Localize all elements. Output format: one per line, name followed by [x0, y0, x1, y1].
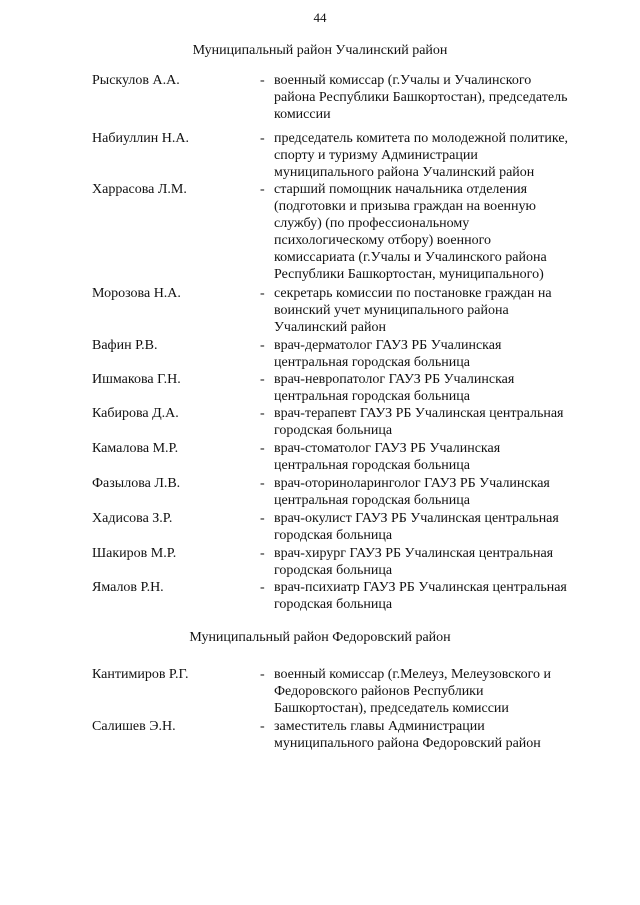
member-name: Кабирова Д.А. [92, 406, 179, 421]
position-text-line: старший помощник начальника отделения [274, 182, 528, 197]
position-text-line: центральная городская больница [274, 389, 470, 404]
member-position [274, 475, 594, 509]
member-name: Харрасова Л.М. [92, 182, 187, 197]
position-text-line: Учалинский район [274, 320, 386, 335]
member-position [274, 545, 594, 579]
member-name: Набиуллин Н.А. [92, 131, 190, 146]
member-position [274, 718, 594, 752]
position-text-line: военный комиссар (г.Учалы и Учалинского [274, 73, 532, 88]
member-position [274, 666, 594, 717]
member-position [274, 337, 594, 371]
member-name: Ямалов Р.Н. [92, 580, 164, 595]
position-text-line: муниципального района Учалинский район [274, 165, 535, 180]
section-title: Муниципальный район Федоровский район [189, 630, 451, 645]
position-text-line: Башкортостан), председатель комиссии [274, 701, 509, 716]
section-title: Муниципальный район Учалинский район [192, 43, 448, 58]
entry-dash: - [260, 73, 265, 88]
entry-dash: - [260, 441, 265, 456]
member-position [274, 405, 594, 439]
entry-dash: - [260, 338, 265, 353]
entry-dash: - [260, 511, 265, 526]
position-text-line: спорту и туризму Администрации [274, 148, 478, 163]
position-text-line: муниципального района Федоровский район [274, 736, 541, 751]
position-text-line: воинский учет муниципального района [274, 303, 509, 318]
entry-dash: - [260, 182, 265, 197]
position-text-line: комиссариата (г.Учалы и Учалинского района [274, 250, 547, 265]
member-position [274, 371, 594, 405]
member-name: Камалова М.Р. [92, 441, 179, 456]
member-position [274, 181, 594, 283]
position-text-line: военный комиссар (г.Мелеуз, Мелеузовского и [274, 667, 551, 682]
member-name: Рыскулов А.А. [92, 73, 180, 88]
position-text-line: центральная городская больница [274, 355, 470, 370]
position-text-line: психологическому отбору) военного [274, 233, 492, 248]
position-text-line: городская больница [274, 423, 393, 438]
position-text-line: службу) (по профессиональному [274, 216, 470, 231]
member-position [274, 72, 594, 123]
position-text-line: врач-хирург ГАУЗ РБ Учалинская центральная [274, 546, 554, 561]
entry-dash: - [260, 406, 265, 421]
member-name: Шакиров М.Р. [92, 546, 177, 561]
member-position [274, 510, 594, 544]
position-text-line: городская больница [274, 597, 393, 612]
position-text-line: центральная городская больница [274, 458, 470, 473]
position-text-line: городская больница [274, 528, 393, 543]
position-text-line: комиссии [274, 107, 331, 122]
position-text-line: врач-невропатолог ГАУЗ РБ Учалинская [274, 372, 515, 387]
position-text-line: врач-стоматолог ГАУЗ РБ Учалинская [274, 441, 501, 456]
member-position [274, 285, 594, 336]
entry-dash: - [260, 476, 265, 491]
position-text-line: врач-оториноларинголог ГАУЗ РБ Учалинская [274, 476, 550, 491]
position-text-line: врач-окулист ГАУЗ РБ Учалинская центральная [274, 511, 559, 526]
entry-dash: - [260, 546, 265, 561]
member-position [274, 130, 594, 181]
member-position [274, 440, 594, 474]
member-name: Морозова Н.А. [92, 286, 181, 301]
member-name: Вафин Р.В. [92, 338, 158, 353]
position-text-line: городская больница [274, 563, 393, 578]
entry-dash: - [260, 286, 265, 301]
member-name: Ишмакова Г.Н. [92, 372, 181, 387]
member-position [274, 579, 594, 613]
member-name: Хадисова З.Р. [92, 511, 173, 526]
position-text-line: секретарь комиссии по постановке граждан на [274, 286, 552, 301]
position-text-line: Республики Башкортостан, муниципального) [274, 267, 544, 282]
position-text-line: врач-психиатр ГАУЗ РБ Учалинская центральная [274, 580, 567, 595]
member-name: Фазылова Л.В. [92, 476, 181, 491]
position-text-line: (подготовки и призыва граждан на военную [274, 199, 536, 214]
position-text-line: заместитель главы Администрации [274, 719, 485, 734]
entry-dash: - [260, 131, 265, 146]
entry-dash: - [260, 372, 265, 387]
entry-dash: - [260, 719, 265, 734]
position-text-line: врач-дерматолог ГАУЗ РБ Учалинская [274, 338, 502, 353]
page-number: 44 [313, 10, 327, 25]
entry-dash: - [260, 667, 265, 682]
position-text-line: центральная городская больница [274, 493, 470, 508]
position-text-line: Федоровского районов Республики [274, 684, 484, 699]
member-name: Салишев Э.Н. [92, 719, 176, 734]
position-text-line: врач-терапевт ГАУЗ РБ Учалинская центральная [274, 406, 564, 421]
position-text-line: района Республики Башкортостан), председатель [274, 90, 568, 105]
position-text-line: председатель комитета по молодежной политике, [274, 131, 569, 146]
entry-dash: - [260, 580, 265, 595]
member-name: Кантимиров Р.Г. [92, 667, 189, 682]
